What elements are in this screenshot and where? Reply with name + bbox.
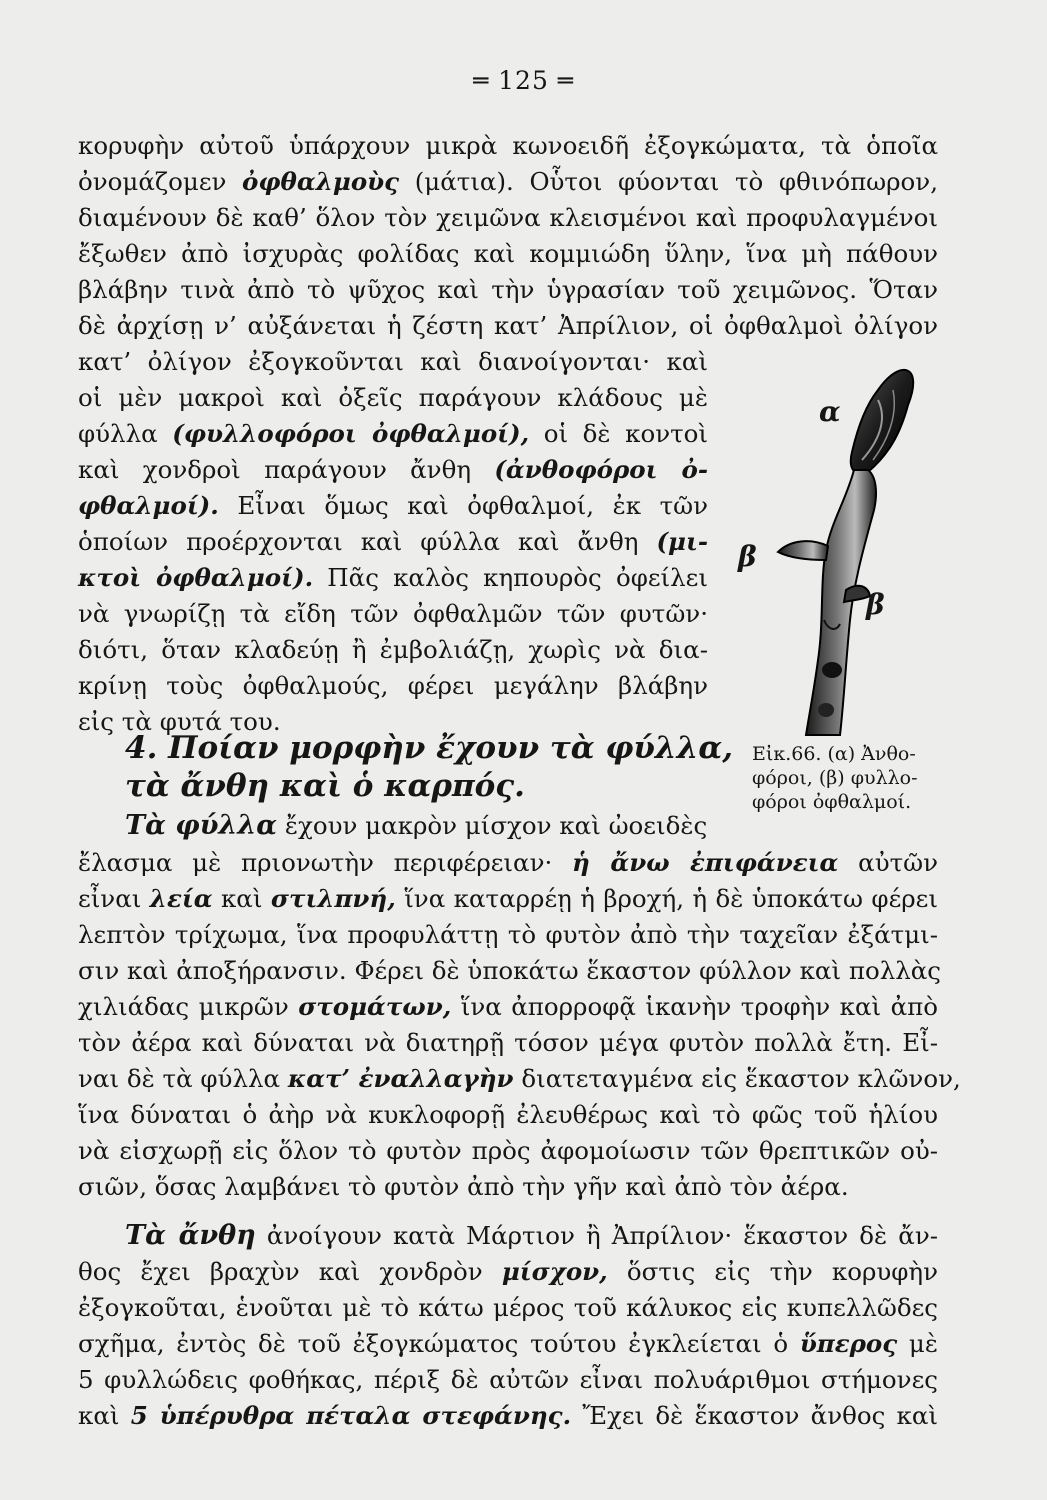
text-line: ἔλασμα μὲ πριονωτὴν περιφέρειαν· ἡ ἄνω ἐπιφάνεια αὐτῶν [78, 848, 939, 877]
emphasis-term: Τὰ ἄνθη [125, 1220, 256, 1251]
text-line: σχῆμα, ἐντὸς δὲ τοῦ ἐξογκώματος τούτου ἐγκλείεται ὁ ὕπερος μὲ [78, 1329, 939, 1358]
text-line: καὶ χονδροὶ παράγουν ἄνθη (ἀνθοφόροι ὀ- [78, 455, 708, 484]
text-line: κτοὶ ὀφθαλμοί). Πᾶς καλὸς κηπουρὸς ὀφείλει [78, 563, 708, 592]
text-line: ἐξογκοῦται, ἑνοῦται μὲ τὸ κάτω μέρος τοῦ κάλυκος εἰς κυπελλῶδες [78, 1293, 938, 1322]
text-line: κρίνῃ τοὺς ὀφθαλμούς, φέρει μεγάλην βλάβην [78, 671, 708, 700]
text-line: φύλλα (φυλλοφόροι ὀφθαλμοί), οἱ δὲ κοντοὶ [78, 419, 709, 448]
emphasis-term: κατ’ ἐναλλαγὴν [287, 1064, 514, 1093]
text-line: τὸν ἀέρα καὶ δύναται νὰ διατηρῇ τόσον μέγα φυτὸν πολλὰ ἔτη. Εἶ- [78, 1028, 938, 1057]
text-line: διαμένουν δὲ καθ’ ὅλον τὸν χειμῶνα κλεισμένοι καὶ προφυλαγμένοι [78, 203, 938, 232]
text-line: λεπτὸν τρίχωμα, ἵνα προφυλάττῃ τὸ φυτὸν ἀπὸ τὴν ταχεῖαν ἐξάτμι- [78, 920, 938, 949]
emphasis-term: στομάτων, [298, 992, 452, 1021]
text-line: θος ἔχει βραχὺν καὶ χονδρὸν μίσχον, ὅστις εἰς τὴν κορυφὴν [78, 1257, 938, 1286]
text-line: χιλιάδας μικρῶν στομάτων, ἵνα ἀπορροφᾷ ἱκανὴν τροφὴν καὶ ἀπὸ [78, 992, 939, 1021]
emphasis-term: φθαλμοί). [78, 491, 219, 520]
text-line: κορυφὴν αὐτοῦ ὑπάρχουν μικρὰ κωνοειδῆ ἐξογκώματα, τὰ ὁποῖα [78, 131, 938, 160]
emphasis-term: λεία [149, 884, 213, 913]
page-number: ═ 125 ═ [473, 66, 574, 95]
text-line: ὀνομάζομεν ὀφθαλμοὺς (μάτια). Οὗτοι φύονται τὸ φθινόπωρον, [78, 167, 938, 196]
text-line: Τὰ φύλλα ἔχουν μακρὸν μίσχον καὶ ὠοειδὲς [125, 810, 708, 841]
emphasis-term: (φυλλοφόροι ὀφθαλμοί), [172, 419, 530, 448]
text-line: οἱ μὲν μακροὶ καὶ ὀξεῖς παράγουν κλάδους μὲ [78, 383, 708, 412]
text-line: ἵνα δύναται ὁ ἀὴρ νὰ κυκλοφορῇ ἐλευθέρως καὶ τὸ φῶς τοῦ ἡλίου [78, 1100, 938, 1129]
text-line: σιῶν, ὅσας λαμβάνει τὸ φυτὸν ἀπὸ τὴν γῆν καὶ ἀπὸ τὸν ἀέρα. [78, 1172, 849, 1201]
text-line: δὲ ἀρχίσῃ ν’ αὐξάνεται ἡ ζέστη κατ’ Ἀπρίλιον, οἱ ὀφθαλμοὶ ὀλίγον [78, 311, 938, 340]
text-line: 5 φυλλώδεις φοθήκας, πέριξ δὲ αὐτῶν εἶναι πολυάριθμοι στήμονες [78, 1365, 938, 1394]
text-line: ὁποίων προέρχονται καὶ φύλλα καὶ ἄνθη (μι- [78, 527, 708, 556]
text-line: εἰς τὰ φυτά του. [78, 707, 281, 736]
emphasis-term: 5 ὑπέρυθρα πέταλα στεφάνης. [130, 1401, 572, 1430]
emphasis-term: κτοὶ ὀφθαλμοί). [78, 563, 314, 592]
emphasis-term: ὀφθαλμοὺς [242, 167, 400, 196]
emphasis-term: ἡ ἄνω ἐπιφάνεια [572, 848, 839, 877]
text-line: καὶ 5 ὑπέρυθρα πέταλα στεφάνης. Ἔχει δὲ ἕκαστον ἄνθος καὶ [78, 1401, 938, 1430]
emphasis-term: Τὰ φύλλα [125, 810, 278, 841]
figure-label-b-left: β [738, 540, 757, 573]
emphasis-term: μίσχον, [501, 1257, 608, 1286]
text-line: κατ’ ὀλίγον ἐξογκοῦνται καὶ διανοίγονται· καὶ [78, 347, 708, 376]
emphasis-term: (μι- [656, 527, 708, 556]
section-heading-line-1: 4. Ποίαν μορφὴν ἔχουν τὰ φύλλα, [125, 730, 734, 766]
emphasis-term: (ἀνθοφόροι ὀ- [494, 455, 708, 484]
emphasis-term: στιλπνή, [270, 884, 396, 913]
text-line: νὰ γνωρίζῃ τὰ εἴδη τῶν ὀφθαλμῶν τῶν φυτῶν· [78, 599, 708, 628]
figure-label-a: α [819, 395, 841, 428]
section-heading-line-2: τὰ ἄνθη καὶ ὁ καρπός. [125, 768, 525, 804]
text-line: βλάβην τινὰ ἀπὸ τὸ ψῦχος καὶ τὴν ὑγρασίαν τοῦ χειμῶνος. Ὅταν [78, 275, 938, 304]
text-line: ἔξωθεν ἀπὸ ἰσχυρὰς φολίδας καὶ κομμιώδη ὕλην, ἵνα μὴ πάθουν [78, 239, 938, 268]
text-line: ναι δὲ τὰ φύλλα κατ’ ἐναλλαγὴν διατεταγμένα εἰς ἕκαστον κλῶνον, [78, 1064, 961, 1093]
text-line: εἶναι λεία καὶ στιλπνή, ἵνα καταρρέῃ ἡ βροχή, ἡ δὲ ὑποκάτω φέρει [78, 884, 938, 913]
text-line: διότι, ὅταν κλαδεύῃ ἢ ἐμβολιάζῃ, χωρὶς νὰ δια- [78, 635, 708, 664]
text-line: σιν καὶ ἀποξήρανσιν. Φέρει δὲ ὑποκάτω ἕκαστον φύλλον καὶ πολλὰς [78, 956, 942, 985]
text-line: νὰ εἰσχωρῇ εἰς ὅλον τὸ φυτὸν πρὸς ἀφομοίωσιν τῶν θρεπτικῶν οὐ- [78, 1136, 938, 1165]
figure-label-b-right: β [866, 588, 885, 621]
emphasis-term: ὕπερος [799, 1329, 898, 1358]
figure-caption: Εἰκ.66. (α) Ἀνθο- φόροι, (β) φυλλο- φόροι ὀφθαλμοί. [752, 743, 918, 813]
text-line: φθαλμοί). Εἶναι ὅμως καὶ ὀφθαλμοί, ἐκ τῶν [78, 491, 708, 520]
text-line: Τὰ ἄνθη ἀνοίγουν κατὰ Μάρτιον ἢ Ἀπρίλιον· ἕκαστον δὲ ἄν- [125, 1220, 938, 1251]
